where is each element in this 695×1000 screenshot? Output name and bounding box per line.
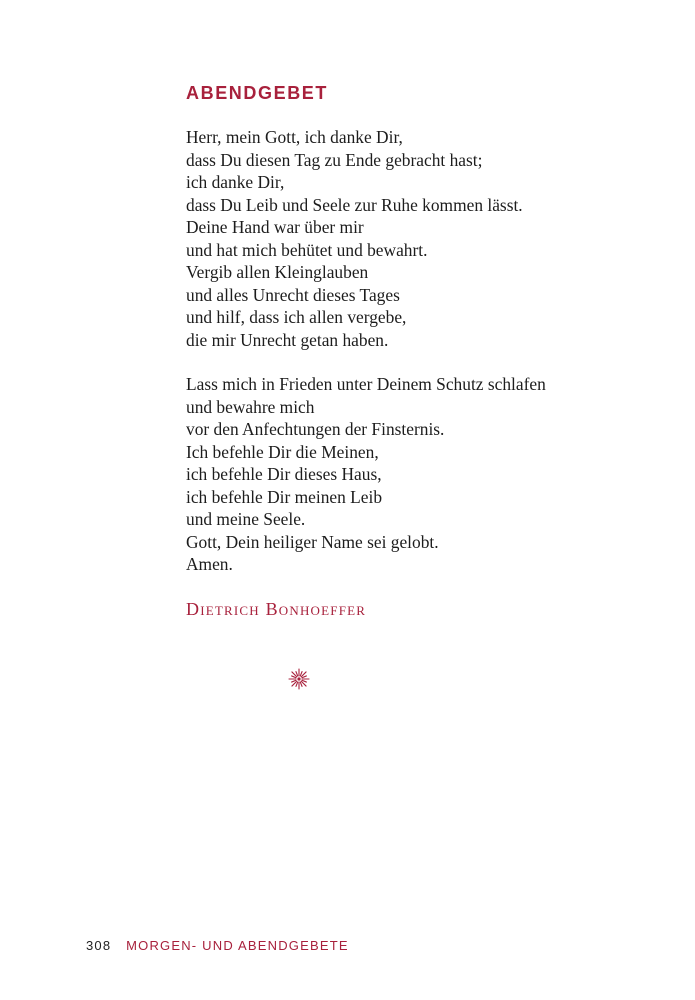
poem-line: vor den Anfechtungen der Finsternis. (186, 419, 445, 439)
starburst-ray (292, 680, 296, 682)
poem-line: Deine Hand war über mir (186, 217, 364, 237)
author-name: Dietrich Bonhoeffer (186, 599, 367, 619)
poem-line: Herr, mein Gott, ich danke Dir, (186, 127, 403, 147)
starburst-ray (300, 682, 302, 686)
stanza-2 (186, 373, 666, 576)
starburst-ray (300, 672, 302, 676)
poem-line: Lass mich in Frieden unter Deinem Schutz schlafen (186, 374, 546, 394)
poem-line: Gott, Dein heiliger Name sei gelobt. (186, 531, 439, 552)
starburst-ray (292, 676, 296, 678)
page-footer (86, 937, 349, 955)
poem-line: dass Du Leib und Seele zur Ruhe kommen lässt. (186, 194, 523, 215)
starburst-ray (296, 682, 298, 686)
starburst-ray (302, 676, 306, 678)
poem-line: und hat mich behütet und bewahrt. (186, 239, 428, 260)
poem-line: Vergib allen Kleinglauben (186, 262, 369, 282)
poem-line: Amen. (186, 554, 233, 574)
running-section-title: MORGEN- UND ABENDGEBETE (126, 938, 349, 953)
page-number: 308 (86, 938, 112, 953)
poem-line: und alles Unrecht dieses Tages (186, 284, 400, 305)
starburst-ray (296, 672, 298, 676)
page-title: ABENDGEBET (186, 83, 329, 103)
stanza-1 (186, 126, 666, 351)
poem-body (186, 126, 666, 576)
poem-line: und hilf, dass ich allen vergebe, (186, 307, 407, 327)
poem-line: ich danke Dir, (186, 172, 285, 192)
starburst-ray (302, 680, 306, 682)
poem-line: Ich befehle Dir die Meinen, (186, 441, 379, 462)
starburst-icon (288, 668, 310, 690)
poem-line: dass Du diesen Tag zu Ende gebracht hast; (186, 149, 483, 170)
poem-line: ich befehle Dir meinen Leib (186, 486, 383, 507)
poem-line: und bewahre mich (186, 396, 315, 417)
poem-line: die mir Unrecht getan haben. (186, 329, 389, 350)
poem-line: ich befehle Dir dieses Haus, (186, 464, 382, 484)
poem-line: und meine Seele. (186, 509, 306, 529)
